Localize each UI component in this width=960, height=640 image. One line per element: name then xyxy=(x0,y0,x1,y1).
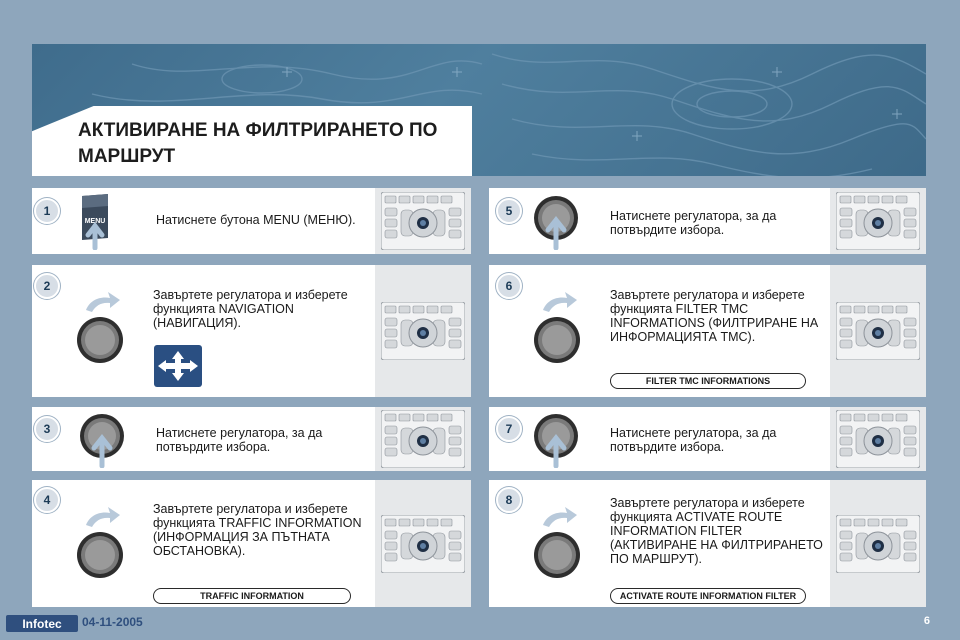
step-4-text: Завъртете регулатора и изберете функцията TRAFFIC INFORMATION (ИНФОРМАЦИЯ ЗА ПЪТНАТА ОБСТАНОВКА). xyxy=(153,502,362,558)
radio-panel-image xyxy=(830,265,926,397)
radio-panel-image xyxy=(830,188,926,254)
radio-panel-image xyxy=(830,407,926,471)
radio-panel-image xyxy=(375,480,471,607)
press-knob-icon xyxy=(78,410,126,468)
menu-button-label: MENU xyxy=(84,218,106,225)
radio-control-panel-icon xyxy=(836,515,920,573)
page-number: 6 xyxy=(923,615,930,627)
infotec-logo: Infotec xyxy=(6,615,78,632)
traffic-information-label: TRAFFIC INFORMATION xyxy=(153,588,351,604)
menu-button-icon xyxy=(78,192,112,250)
step-number-badge: 7 xyxy=(496,416,522,442)
radio-panel-image xyxy=(375,265,471,397)
rotate-knob-icon xyxy=(531,505,587,581)
footer-date: 04-11-2005 xyxy=(82,615,143,629)
step-2-text: Завъртете регулатора и изберете функцията NAVIGATION (НАВИГАЦИЯ). xyxy=(153,288,348,330)
page-title: АКТИВИРАНЕ НА ФИЛТРИРАНЕТО ПО МАРШРУТ xyxy=(78,120,438,167)
radio-control-panel-icon xyxy=(836,410,920,468)
radio-panel-image xyxy=(830,480,926,607)
radio-panel-image xyxy=(375,188,471,254)
step-number-badge: 6 xyxy=(496,273,522,299)
step-8-text: Завъртете регулатора и изберете функцията ACTIVATE ROUTE INFORMATION FILTER (АКТИВИРАНЕ НА ФИЛТРИРАНЕТО ПО МАРШРУТ). xyxy=(610,496,823,566)
step-number-badge: 8 xyxy=(496,487,522,513)
navigation-icon xyxy=(154,345,202,387)
radio-control-panel-icon xyxy=(836,302,920,360)
radio-control-panel-icon xyxy=(381,302,465,360)
step-number-badge: 4 xyxy=(34,487,60,513)
rotate-knob-icon xyxy=(74,505,130,581)
step-7-text: Натиснете регулатора, за да потвърдите избора. xyxy=(610,426,777,454)
radio-control-panel-icon xyxy=(381,515,465,573)
rotate-knob-icon xyxy=(74,290,130,366)
filter-tmc-label: FILTER TMC INFORMATIONS xyxy=(610,373,806,389)
radio-control-panel-icon xyxy=(836,192,920,250)
press-knob-icon xyxy=(532,192,580,250)
step-3-text: Натиснете регулатора, за да потвърдите избора. xyxy=(156,426,323,454)
radio-panel-image xyxy=(375,407,471,471)
press-knob-icon xyxy=(532,410,580,468)
step-number-badge: 1 xyxy=(34,198,60,224)
step-1-text: Натиснете бутона MENU (МЕНЮ). xyxy=(156,213,356,227)
activate-route-filter-label: ACTIVATE ROUTE INFORMATION FILTER xyxy=(610,588,806,604)
step-number-badge: 2 xyxy=(34,273,60,299)
step-number-badge: 3 xyxy=(34,416,60,442)
step-5-text: Натиснете регулатора, за да потвърдите избора. xyxy=(610,209,777,237)
radio-control-panel-icon xyxy=(381,192,465,250)
radio-control-panel-icon xyxy=(381,410,465,468)
step-number-badge: 5 xyxy=(496,198,522,224)
rotate-knob-icon xyxy=(531,290,587,366)
step-6-text: Завъртете регулатора и изберете функцията FILTER TMC INFORMATIONS (ФИЛТРИРАНЕ НА ИНФОРМАЦИЯТА TMC). xyxy=(610,288,819,344)
